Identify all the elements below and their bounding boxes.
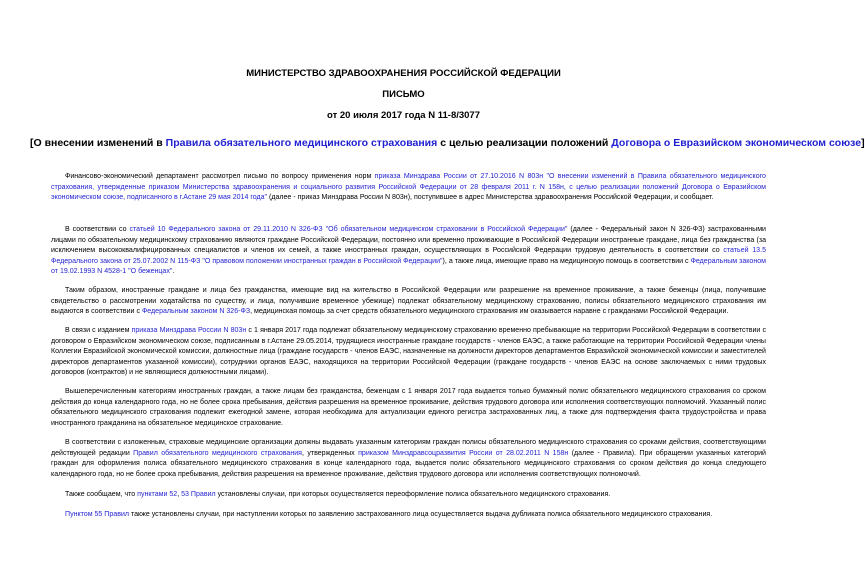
link-clause-55-rules[interactable]: Пунктом 55 Правил [65,511,130,518]
link-article-10-law-326fz[interactable]: статьей 10 Федерального закона от 29.11.2010 N 326-ФЗ "Об обязательном медицинском страховании в Российской Федерации" [129,226,568,233]
document-title [30,137,865,150]
link-order-158n[interactable]: приказом Минздравсоцразвития России от 28.02.2011 N 158н [358,449,569,457]
paragraph-1 [51,172,766,204]
link-order-803n[interactable]: приказа Минздрава России от 27.10.2016 N 803н "О внесении изменений в Правила обязательного медицинского страхования, утвержденные приказом Министерства здравоохранения и социального развития Российской Федерации от 28 февраля 2011 г. N 158н, с целью реализации положений Договора о Евразийском экономическом союзе, подписанного в г.Астане 29 мая 2014 года" [51,173,766,201]
paragraph-text: Также сообщаем, что [65,491,138,498]
document-date-number: от 20 июля 2017 года N 11-8/3077 [327,110,480,121]
ministry-heading: МИНИСТЕРСТВО ЗДРАВООХРАНЕНИЯ РОССИЙСКОЙ ФЕДЕРАЦИИ [246,68,561,79]
paragraph-4 [51,326,766,379]
paragraph-text: , [177,491,182,498]
paragraph-3 [51,286,766,318]
paragraph-text: (далее - приказ Минздрава России N 803н), поступившее в адрес Министерства здравоохранения Российской Федерации, и сообщает. [267,194,714,201]
paragraph-text: В соответствии со [65,226,130,233]
paragraph-text: (далее - Федеральный закон N 326-ФЗ) застрахованными лицами по обязательному медицинскому страхованию являются граждане Российской Федерации, постоянно или временно проживающие в Российской Федерации иностранные граждане, лица без гражданства (за исключением высококвалифицированных специалистов и членов их семей, а также иностранных граждан, осуществляющих в Российской Федерации трудовую деятельность в соответствии со [51,226,766,254]
title-text-2: с целью реализации положений [437,137,612,149]
paragraph-2 [51,225,766,278]
paragraph-text: ), а также лица, имеющие право на медицинскую помощь в соответствии с [442,257,691,265]
paragraph-text: также установлены случаи, при наступлении которых по заявлению застрахованного лица осуществляется выдача дубликата полиса обязательного медицинского страхования. [129,511,713,518]
title-link-eaeu-treaty[interactable]: Договора о Евразийском экономическом союзе [611,137,862,149]
link-law-refugees[interactable]: Федеральным законом от 19.02.1993 N 4528-1 "О беженцах" [51,257,767,275]
paragraph-text: В соответствии с изложенным, страховые медицинские организации должны выдавать указанным категориям граждан полисы обязательного медицинского страхования со сроками действия, соответствующими действующей редакции [51,439,766,457]
paragraph-text: Вышеперечисленным категориям иностранных граждан, а также лицам без гражданства, беженцам с 1 января 2017 года выдается только бумажный полис обязательного медицинского страхования со сроком действия до конца календарного года, но не более срока пребывания, действия разрешения на временное проживание, действия трудового договора или исполнения соответствующих полномочий. Указанный полис обязательного медицинского страхования подлежит ежегодной замене, которая необходима для актуализации единого регистра застрахованных лиц, а также для подтверждения факта трудоустройства и права иностранного гражданина на обязательное медицинское страхование. [51,388,766,427]
title-text-3: ] [861,137,865,149]
paragraph-text: с 1 января 2017 года подлежат обязательному медицинскому страхованию временно пребывающие на территории Российской Федерации в соответствии с договором о Евразийском экономическом союзе, подписанным в г.Астане 29.05.2014, трудящиеся иностранные граждане государств - членов ЕАЭС, а также работающие на территории Российской Федерации члены Коллегии Евразийской экономической комиссии, должностные лица (граждане государств - членов ЕАЭС, назначенные на должности директоров департаментов Евразийской экономической комиссии и заместителей директоров департаментов указанной комиссии), сотрудники органов ЕАЭС, находящихся на территории Российской Федерации (граждане государств - членов ЕАЭС на основе заключаемых с ними трудовых договоров (контрактов) и не являющиеся должностными лицами). [51,327,766,376]
paragraph-text: , медицинская помощь за счет средств обязательного медицинского страхования им оказывается наравне с гражданами Российской Федерации. [250,308,729,315]
paragraph-text: (далее - Правила). При обращении указанных категорий граждан для оформления полиса обязательного медицинского страхования в конце календарного года, выдается полис обязательного медицинского страхования со сроком действия до конца следующего календарного года, но не более срока пребывания, действия разрешения на временное проживание, действия трудового договора или исполнения соответствующих полномочий. [51,449,766,478]
paragraph-text: установлены случаи, при которых осуществляется переоформление полиса обязательного медицинского страхования. [215,491,611,498]
paragraph-text: Таким образом, иностранные граждане и лица без гражданства, имеющие вид на жительство в Российской Федерации или разрешение на временное проживание, а также беженцы (лица, получившие свидетельство о рассмотрении ходатайства по существу, и лица, получившие временное убежище) подлежат обязательному медицинскому страхованию, полисы обязательного медицинского страхования им выдаются в соответствии с [51,287,766,315]
paragraph-6 [51,438,766,480]
title-link-rules[interactable]: Правила обязательного медицинского страхования [165,137,438,149]
link-article-13-5-law-115fz[interactable]: статьей 13.5 Федерального закона от 25.07.2002 N 115-ФЗ "О правовом положении иностранных граждан в Российской Федерации" [51,247,766,265]
link-oms-rules[interactable]: Правил обязательного медицинского страхования [133,449,302,457]
link-order-803n-short[interactable]: приказа Минздрава России N 803н [131,327,247,334]
paragraph-text: . [172,268,175,275]
link-clause-53-rules[interactable]: 53 Правил [181,491,216,498]
paragraph-text: , утвержденных [302,449,359,457]
paragraph-8 [51,510,766,521]
document-type-heading: ПИСЬМО [382,89,425,100]
paragraph-7 [51,490,766,501]
paragraph-text: Финансово-экономический департамент рассмотрел письмо по вопросу применения норм [65,173,375,180]
link-law-326fz[interactable]: Федеральным законом N 326-ФЗ [141,308,251,315]
paragraph-5 [51,387,766,429]
paragraph-text: В связи с изданием [65,327,132,334]
title-text-1: [О внесении изменений в [30,137,166,149]
link-clause-52[interactable]: пунктами 52 [137,491,178,498]
